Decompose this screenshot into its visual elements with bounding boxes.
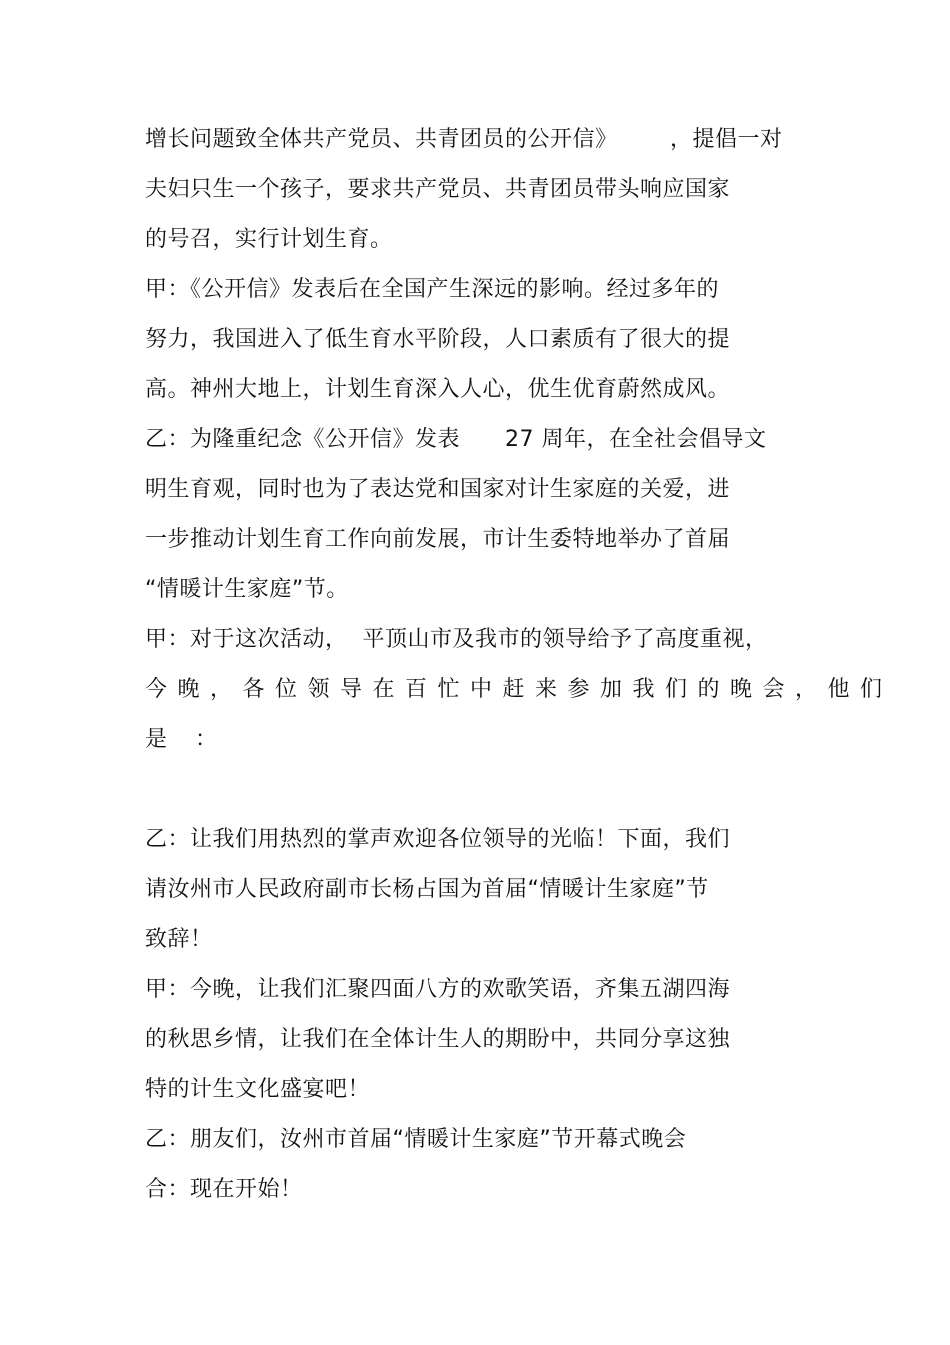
text-line-12: 今晚，各位领导在百忙中赶来参加我们的晚会，他们 — [145, 677, 893, 702]
text-line-17: 甲：今晚，让我们汇聚四面八方的欢歌笑语，齐集五湖四海 — [145, 977, 731, 1002]
text-line-18: 的秋思乡情，让我们在全体计生人的期盼中，共同分享这独 — [145, 1027, 731, 1052]
text-line-9: 一步推动计划生育工作向前发展，市计生委特地举办了首届 — [145, 527, 731, 552]
text-line-1: 增长问题致全体共产党员、共青团员的公开信》 ，提倡一对 — [145, 127, 783, 152]
text-line-6: 高。神州大地上，计划生育深入人心，优生优育蔚然成风。 — [145, 377, 731, 402]
text-line-14: 乙：让我们用热烈的掌声欢迎各位领导的光临！下面，我们 — [145, 827, 731, 852]
text-line-3: 的号召，实行计划生育。 — [145, 227, 393, 252]
text-line-2: 夫妇只生一个孩子，要求共产党员、共青团员带头响应国家 — [145, 177, 731, 202]
text-line-8: 明生育观，同时也为了表达党和国家对计生家庭的关爱，进 — [145, 477, 731, 502]
text-line-20: 乙：朋友们，汝州市首届“情暖计生家庭”节开幕式晚会 — [145, 1127, 687, 1152]
text-line-19: 特的计生文化盛宴吧！ — [145, 1077, 371, 1102]
text-line-11: 甲：对于这次活动， 平顶山市及我市的领导给予了高度重视， — [145, 627, 768, 652]
text-line-4: 甲：《公开信》发表后在全国产生深远的影响。经过多年的 — [145, 277, 720, 302]
text-line-21: 合：现在开始！ — [145, 1177, 303, 1202]
text-line-13: 是 ： — [145, 727, 228, 752]
text-line-15: 请汝州市人民政府副市长杨占国为首届“情暖计生家庭”节 — [145, 877, 709, 902]
text-line-5: 努力，我国进入了低生育水平阶段，人口素质有了很大的提 — [145, 327, 731, 352]
text-line-10: “情暖计生家庭”节。 — [145, 577, 349, 602]
text-line-16: 致辞！ — [145, 927, 213, 952]
text-line-7: 乙：为隆重纪念《公开信》发表 27 周年，在全社会倡导文 — [145, 427, 767, 452]
